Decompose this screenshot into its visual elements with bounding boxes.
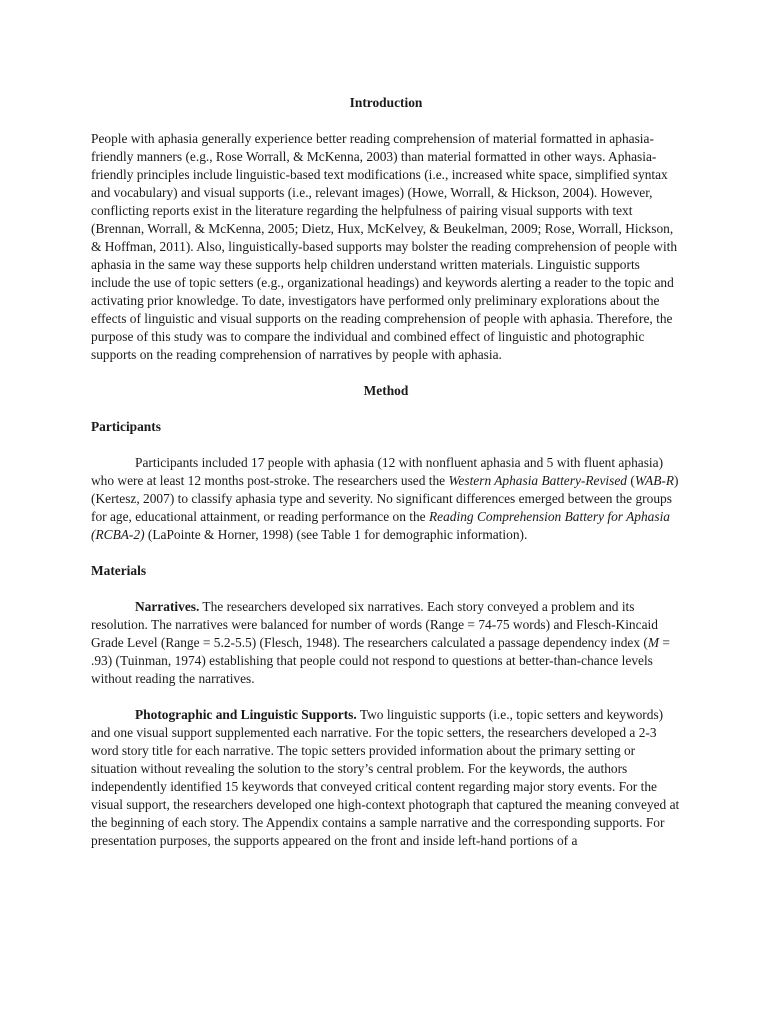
supports-label: Photographic and Linguistic Supports. xyxy=(135,707,357,722)
document-page xyxy=(91,94,681,850)
supports-text: Two linguistic supports (i.e., topic setters and keywords) and one visual support supplemented each narrative. For the topic setters, the researchers developed a 2-3 word story title for each narrative. The topic setters provided information about the primary setting or situation without revealing the solution to the story’s central problem. For the keywords, the authors independently identified 15 keywords that conveyed critical content regarding major story events. For the visual support, the researchers developed one high-context photograph that captured the meaning conveyed at the beginning of each story. The Appendix contains a sample narrative and the corresponding supports. For presentation purposes, the supports appeared on the front and inside left-hand portions of a xyxy=(91,707,680,848)
wab-r-abbrev: WAB-R xyxy=(634,473,675,488)
narratives-text-2: = .93) (Tuinman, 1974) establishing that people could not respond to questions at better-than-chance levels without reading the narratives. xyxy=(91,635,670,686)
participants-heading: Participants xyxy=(91,419,161,434)
participants-text-4: (LaPointe & Horner, 1998) (see Table 1 for demographic information). xyxy=(144,527,528,542)
materials-heading: Materials xyxy=(91,563,147,578)
narratives-label: Narratives. xyxy=(135,599,200,614)
wab-r-full-title: Western Aphasia Battery-Revised xyxy=(448,473,627,488)
narratives-paragraph xyxy=(91,598,681,688)
participants-text-3: ) (Kertesz, 2007) to classify aphasia type and severity. No significant differences emerged between the groups for age, educational attainment, or reading performance on the xyxy=(91,473,679,524)
participants-text-2: ( xyxy=(627,473,635,488)
rcba-title: Reading Comprehension Battery for Aphasia (RCBA-2) xyxy=(91,509,670,542)
participants-paragraph xyxy=(91,454,681,544)
narratives-text-1: The researchers developed six narratives. Each story conveyed a problem and its resolution. The narratives were balanced for number of words (Range = 74-75 words) and Flesch-Kincaid Grade Level (Range = 5.2-5.5) (Flesch, 1948). The researchers calculated a passage dependency index ( xyxy=(91,599,658,650)
participants-text-1: Participants included 17 people with aphasia (12 with nonfluent aphasia and 5 with fluent aphasia) who were at least 12 months post-stroke. The researchers used the xyxy=(91,455,664,488)
supports-paragraph xyxy=(91,706,681,850)
introduction-paragraph: People with aphasia generally experience better reading comprehension of material formatted in aphasia-friendly manners (e.g., Rose Worrall, & McKenna, 2003) than material formatted in other ways. Aphasia-friendly principles include linguistic-based text modifications (i.e., increased white space, simplified syntax and vocabulary) and visual supports (i.e., relevant images) (Howe, Worrall, & Hickson, 2004). However, conflicting reports exist in the literature regarding the helpfulness of pairing visual supports with text (Brennan, Worrall, & McKenna, 2005; Dietz, Hux, McKelvey, & Beukelman, 2009; Rose, Worrall, Hickson, & Hoffman, 2011). Also, linguistically-based supports may bolster the reading comprehension of people with aphasia in the same way these supports help children understand written materials. Linguistic supports include the use of topic setters (e.g., organizational headings) and keywords alerting a reader to the topic and activating prior knowledge. To date, investigators have performed only preliminary explorations about the effects of linguistic and visual supports on the reading comprehension of people with aphasia. Therefore, the purpose of this study was to compare the individual and combined effect of linguistic and photographic supports on the reading comprehension of narratives by people with aphasia. xyxy=(91,131,678,362)
introduction-heading: Introduction xyxy=(349,95,423,110)
narratives-mean-symbol: M xyxy=(647,635,659,650)
method-heading: Method xyxy=(363,383,409,398)
